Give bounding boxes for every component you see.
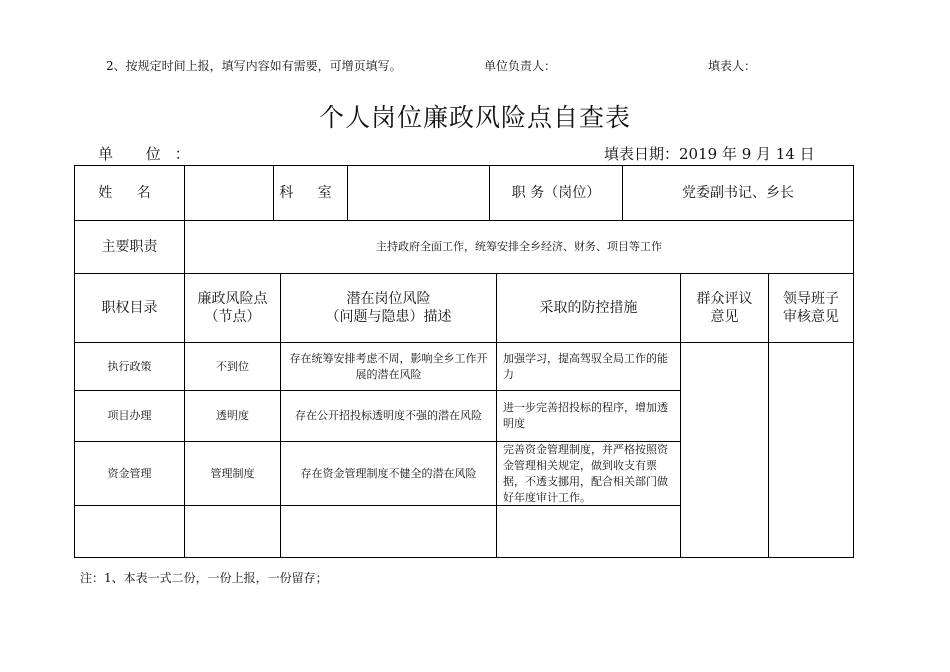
- row-category: 执行政策: [107, 359, 152, 373]
- table-border-right: [853, 165, 854, 558]
- row-category: 资金管理: [107, 466, 152, 480]
- unit-label: 单 位：: [98, 145, 204, 163]
- name-value[interactable]: [185, 166, 273, 220]
- row-risk-description: 存在资金管理制度不健全的潜在风险: [300, 466, 477, 480]
- row-risk-point[interactable]: [185, 506, 280, 557]
- table-border-bottom: [74, 557, 854, 558]
- row-risk-point: 透明度: [216, 409, 249, 422]
- position-label: 职 务（岗位）: [511, 185, 601, 201]
- form-filler-label: 填表人：: [708, 59, 757, 73]
- row-risk-point: 管理制度: [210, 466, 255, 480]
- row-risk-description[interactable]: [281, 506, 496, 557]
- footnote: 注：1、本表一式二份，一份上报，一份留存；: [80, 571, 328, 585]
- row-risk-point: 不到位: [216, 359, 249, 373]
- row-category[interactable]: [75, 506, 184, 557]
- row-control-measures: 进一步完善招投标的程序，增加透明度: [503, 401, 668, 430]
- duty-value[interactable]: 主持政府全面工作，统筹安排全乡经济、财务、项目等工作: [376, 240, 662, 253]
- row-risk-description: 存在公开招投标透明度不强的潜在风险: [295, 409, 482, 422]
- header-control-measures: 采取的防控措施: [539, 300, 638, 316]
- row-control-measures: 加强学习，提高驾驭全局工作的能力: [503, 351, 668, 381]
- row-control-measures[interactable]: [497, 506, 680, 557]
- public-opinion-cell[interactable]: [681, 343, 768, 557]
- row-risk-description: 存在统筹安排考虑不周，影响全乡工作开展的潜在风险: [289, 351, 488, 381]
- page-title: 个人岗位廉政风险点自查表: [318, 103, 631, 132]
- responsible-person-label: 单位负责人：: [484, 59, 557, 73]
- row-control-measures: 完善资金管理制度，并严格按照资金管理相关规定，做到收支有票据，不透支挪用，配合相关部门做好年度审计工作。: [503, 442, 668, 504]
- instruction-note: 2、按规定时间上报，填写内容如有需要，可增页填写。: [106, 59, 402, 73]
- row-category: 项目办理: [107, 409, 152, 422]
- name-label: 姓 名: [98, 185, 161, 201]
- department-value[interactable]: [348, 166, 489, 220]
- duty-label: 主要职责: [101, 239, 158, 255]
- leadership-opinion-cell[interactable]: [769, 343, 853, 557]
- header-authority-list: 职权目录: [101, 300, 158, 316]
- department-label: 科 室: [279, 185, 342, 201]
- fill-date: 填表日期：2019 年 9 月 14 日: [604, 145, 815, 163]
- header-public-opinion: 群众评议 意见: [696, 291, 753, 325]
- header-leadership-opinion: 领导班子 审核意见: [783, 291, 839, 325]
- header-risk-description: 潜在岗位风险 （问题与隐患）描述: [325, 291, 452, 325]
- header-risk-point: 廉政风险点 （节点）: [197, 291, 268, 325]
- position-value[interactable]: 党委副书记、乡长: [682, 185, 794, 201]
